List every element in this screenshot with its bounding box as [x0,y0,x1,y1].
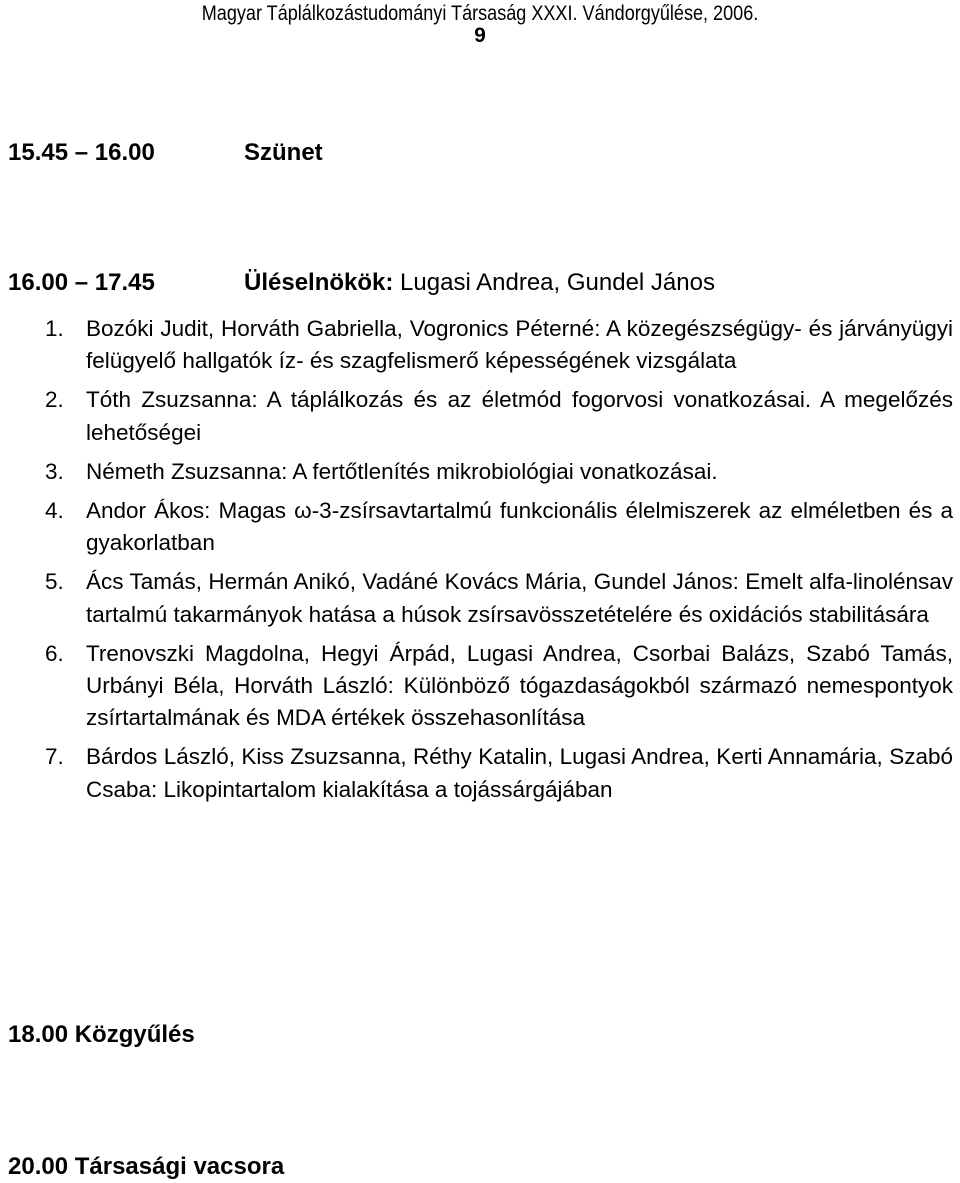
presentation-list [45,313,953,813]
dinner-heading: 20.00 Társasági vacsora [8,1153,285,1180]
item-text: Andor Ákos: Magas ω-3-zsírsavtartalmú funkcionális élelmiszerek az elméletben és a gyakorlatban [86,498,953,556]
item-number: 7. [45,744,64,770]
item-text: Tóth Zsuzsanna: A táplálkozás és az életmód fogorvosi vonatkozásai. A megelőzés lehetőségei [86,387,953,445]
session-time: 16.00 – 17.45 [8,269,155,296]
list-item [45,741,953,805]
item-text: Németh Zsuzsanna: A fertőtlenítés mikrobiológiai vonatkozásai. [86,458,718,484]
break-title: Szünet [244,139,323,166]
list-item [45,495,953,559]
chairs-names: Lugasi Andrea, Gundel János [393,269,715,296]
session-heading [8,268,715,298]
page-number: 9 [474,24,486,47]
chairs-label: Üléselnökök: [244,269,394,296]
item-text: Ács Tamás, Hermán Anikó, Vadáné Kovács Mária, Gundel János: Emelt alfa-linolénsav tartalmú takarmányok hatása a húsok zsírsavösszetételére és oxidációs stabilitására [86,569,953,627]
list-item [45,456,953,488]
break-time: 15.45 – 16.00 [8,139,155,166]
item-number: 5. [45,569,64,595]
list-item [45,313,953,377]
list-item [45,566,953,630]
break-heading [8,138,323,168]
list-item [45,384,953,448]
item-number: 4. [45,498,64,524]
item-text: Bozóki Judit, Horváth Gabriella, Vogronics Péterné: A közegészségügy- és járványügyi felügyelő hallgatók íz- és szagfelismerő képességének vizsgálata [86,316,953,374]
assembly-heading: 18.00 Közgyűlés [8,1021,195,1048]
item-number: 6. [45,640,64,666]
item-number: 2. [45,387,64,413]
item-number: 3. [45,458,64,484]
running-header: Magyar Táplálkozástudományi Társaság XXXI. Vándorgyűlése, 2006. [201,2,759,25]
item-text: Trenovszki Magdolna, Hegyi Árpád, Lugasi Andrea, Csorbai Balázs, Szabó Tamás, Urbányi Béla, Horváth László: Különböző tógazdaságokból származó nemespontyok zsírtartalmának és MDA értékek összehasonlítása [86,640,953,731]
item-number: 1. [45,316,64,341]
item-text: Bárdos László, Kiss Zsuzsanna, Réthy Katalin, Lugasi Andrea, Kerti Annamária, Szabó Csaba: Likopintartalom kialakítása a tojássárgájában [86,744,953,802]
session-chairs [244,268,715,298]
list-item [45,638,953,735]
